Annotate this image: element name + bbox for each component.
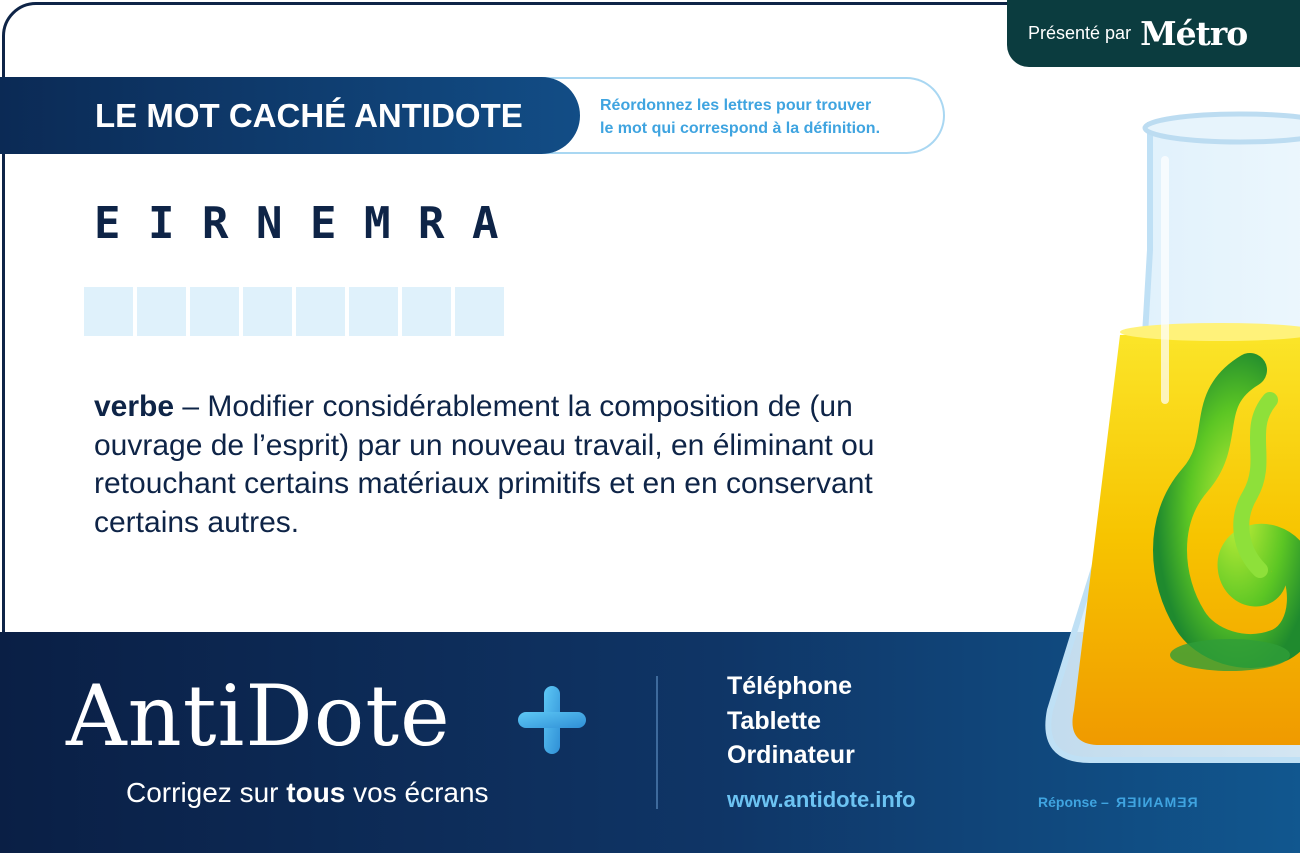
scrambled-letter: R xyxy=(418,198,445,249)
sponsor-label: Présenté par xyxy=(1028,23,1132,43)
scrambled-letter: M xyxy=(364,198,391,249)
scrambled-letters xyxy=(94,198,526,250)
definition-text-1: – Modifier considérablement la composition de (un xyxy=(174,390,853,423)
answer-box[interactable] xyxy=(243,287,292,336)
sponsor-tab xyxy=(1007,0,1300,67)
scrambled-letter: A xyxy=(472,198,499,249)
instruction-pill xyxy=(520,77,945,154)
answer-mirrored: REMANIER xyxy=(1114,794,1198,810)
answer-label: Réponse – xyxy=(1038,794,1109,810)
answer-box[interactable] xyxy=(137,287,186,336)
platform-item: Tablette xyxy=(727,706,821,735)
definition-line-3: retouchant certains matériaux primitifs et en en conservant xyxy=(94,467,873,500)
answer-box[interactable] xyxy=(402,287,451,336)
answer-box[interactable] xyxy=(190,287,239,336)
antidote-wordmark: AntiDote xyxy=(66,667,451,765)
definition-line-2: ouvrage de l’esprit) par un nouveau travail, en éliminant ou xyxy=(94,428,875,462)
scrambled-letter: I xyxy=(148,198,175,249)
answer-box[interactable] xyxy=(296,287,345,336)
plus-icon xyxy=(516,684,588,756)
definition-line-4: certains autres. xyxy=(94,505,300,539)
definition-line-1 xyxy=(94,388,994,427)
platform-list xyxy=(727,669,855,773)
answer-reveal xyxy=(1038,794,1197,810)
flask-icon xyxy=(1030,100,1300,780)
tagline-end: vos écrans xyxy=(345,777,489,808)
answer-box[interactable] xyxy=(349,287,398,336)
answer-box[interactable] xyxy=(84,287,133,336)
definition xyxy=(94,388,994,542)
instruction-line-2: le mot qui correspond à la définition. xyxy=(600,120,881,137)
instruction-line-1: Réordonnez les lettres pour trouver xyxy=(600,97,872,114)
scrambled-letter: R xyxy=(202,198,229,249)
answer-box[interactable] xyxy=(455,287,504,336)
part-of-speech: verbe xyxy=(94,390,175,423)
scrambled-letter: N xyxy=(256,198,283,249)
footer-divider xyxy=(656,676,658,809)
tagline xyxy=(126,777,489,809)
scrambled-letter: E xyxy=(310,198,337,249)
website-link[interactable]: www.antidote.info xyxy=(727,787,916,812)
tagline-start: Corrigez sur xyxy=(126,777,287,808)
platform-item: Ordinateur xyxy=(727,741,855,769)
page-title: LE MOT CACHÉ ANTIDOTE xyxy=(95,96,523,134)
tagline-bold: tous xyxy=(286,777,346,808)
platform-item: Téléphone xyxy=(727,672,853,700)
scrambled-letter: E xyxy=(94,198,121,249)
title-banner xyxy=(0,77,580,154)
answer-boxes xyxy=(84,287,504,336)
antidote-logo xyxy=(66,666,451,766)
metro-logo: Métro xyxy=(1140,14,1248,53)
